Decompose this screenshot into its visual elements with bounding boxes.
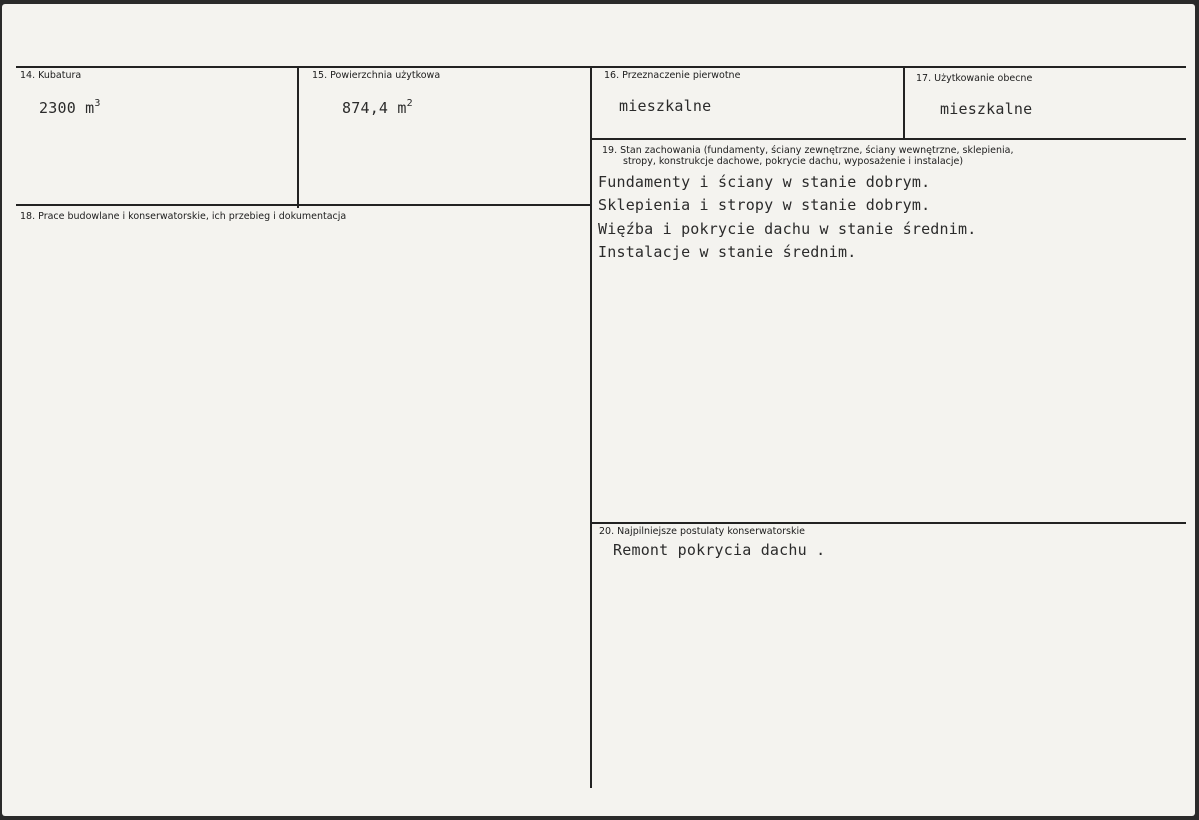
field-17-label: 17. Użytkowanie obecne bbox=[916, 73, 1033, 84]
field-14-label: 14. Kubatura bbox=[20, 70, 82, 81]
rule-above-20 bbox=[592, 522, 1186, 524]
field-14-value bbox=[39, 98, 101, 117]
field-15-exponent: 2 bbox=[406, 98, 413, 109]
field-15-label: 15. Powierzchnia użytkowa bbox=[312, 70, 441, 81]
field-15-number: 874,4 m bbox=[342, 99, 407, 117]
divider-14-15 bbox=[297, 66, 299, 208]
divider-left-right bbox=[590, 66, 592, 788]
field-16-label: 16. Przeznaczenie pierwotne bbox=[604, 70, 741, 81]
field-19-line: Instalacje w stanie średnim. bbox=[598, 243, 857, 261]
field-18-label: 18. Prace budowlane i konserwatorskie, ich przebieg i dokumentacja bbox=[20, 211, 347, 222]
rule-under-16-17 bbox=[592, 138, 1186, 140]
field-19-label-line2: stropy, konstrukcje dachowe, pokrycie dachu, wyposażenie i instalacje) bbox=[623, 156, 964, 167]
rule-above-18 bbox=[16, 204, 592, 206]
field-20-label: 20. Najpilniejsze postulaty konserwatorskie bbox=[599, 526, 805, 537]
field-14-number: 2300 m bbox=[39, 99, 95, 117]
divider-16-17 bbox=[903, 68, 905, 138]
field-17-value: mieszkalne bbox=[940, 100, 1033, 118]
field-16-value: mieszkalne bbox=[619, 97, 712, 115]
field-19-line: Sklepienia i stropy w stanie dobrym. bbox=[598, 196, 931, 214]
field-20-value: Remont pokrycia dachu . bbox=[613, 541, 826, 559]
field-19-line: Więźba i pokrycie dachu w stanie średnim. bbox=[598, 220, 977, 238]
record-card bbox=[2, 4, 1195, 816]
field-15-value bbox=[342, 98, 413, 117]
top-rule bbox=[16, 66, 1186, 68]
field-19-line: Fundamenty i ściany w stanie dobrym. bbox=[598, 173, 931, 191]
field-14-exponent: 3 bbox=[94, 98, 101, 109]
field-19-label-line1: 19. Stan zachowania (fundamenty, ściany zewnętrzne, ściany wewnętrzne, sklepienia, bbox=[602, 145, 1014, 156]
